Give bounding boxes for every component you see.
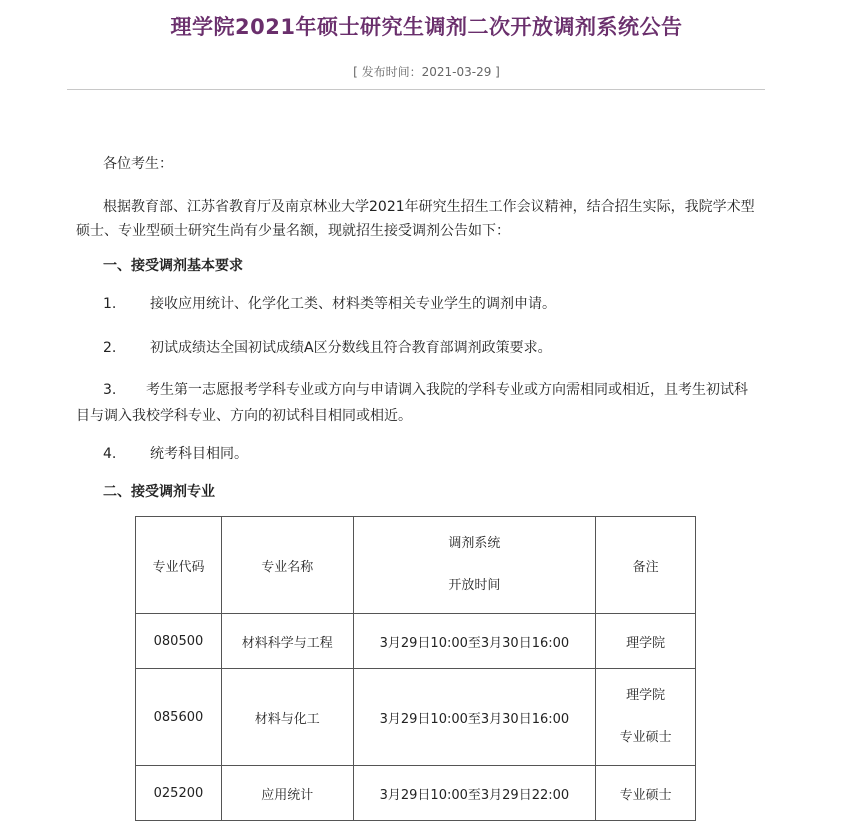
page-title: 理学院2021年硕士研究生调剂二次开放调剂系统公告 (170, 15, 683, 39)
cell-note: 理学院 (596, 614, 696, 669)
greeting: 各位考生： (103, 156, 173, 172)
req-4-number: 4. (103, 446, 117, 462)
req-1-text: 接收应用统计、化学化工类、材料类等相关专业学生的调剂申请。 (150, 296, 556, 312)
majors-table (135, 516, 696, 821)
header-note: 备注 (596, 517, 696, 614)
req-4-text: 统考科目相同。 (150, 446, 248, 462)
cell-time: 3月29日10:00至3月30日16:00 (353, 614, 596, 669)
intro-line-2: 硕士、专业型硕士研究生尚有少量名额，现就招生接受调剂公告如下： (76, 223, 510, 239)
header-name: 专业名称 (221, 517, 353, 614)
cell-time: 3月29日10:00至3月30日16:00 (353, 669, 596, 766)
section-1-heading: 一、接受调剂基本要求 (103, 258, 243, 274)
cell-code: 025200 (136, 766, 222, 821)
divider (67, 89, 765, 90)
header-time (353, 517, 596, 614)
cell-note: 专业硕士 (596, 766, 696, 821)
table-header-row (136, 517, 696, 614)
publish-date: [ 发布时间：2021-03-29 ] (353, 65, 500, 79)
cell-name: 材料与化工 (221, 669, 353, 766)
req-2-text: 初试成绩达全国初试成绩A区分数线且符合教育部调剂政策要求。 (150, 340, 552, 356)
req-2-number: 2. (103, 340, 117, 356)
intro-line-1: 根据教育部、江苏省教育厅及南京林业大学2021年研究生招生工作会议精神，结合招生实际，我院学术型 (103, 199, 755, 215)
req-3-text: 考生第一志愿报考学科专业或方向与申请调入我院的学科专业或方向需相同或相近，且考生初试科 (146, 382, 748, 398)
cell-note-line-2: 专业硕士 (619, 730, 672, 745)
cell-name: 应用统计 (221, 766, 353, 821)
header-time-line-2: 开放时间 (448, 578, 501, 593)
cell-code: 080500 (136, 614, 222, 669)
table-row (136, 669, 696, 766)
table-row (136, 614, 696, 669)
req-3-continuation: 目与调入我校学科专业、方向的初试科目相同或相近。 (76, 408, 412, 424)
cell-note-line-1: 理学院 (626, 688, 666, 703)
cell-time: 3月29日10:00至3月29日22:00 (353, 766, 596, 821)
cell-note (596, 669, 696, 766)
header-code: 专业代码 (136, 517, 222, 614)
section-2-heading: 二、接受调剂专业 (103, 484, 215, 500)
table-row (136, 766, 696, 821)
cell-name: 材料科学与工程 (221, 614, 353, 669)
req-1-number: 1. (103, 296, 117, 312)
cell-code: 085600 (136, 669, 222, 766)
req-3-number: 3. (103, 382, 117, 398)
header-time-line-1: 调剂系统 (448, 536, 501, 551)
